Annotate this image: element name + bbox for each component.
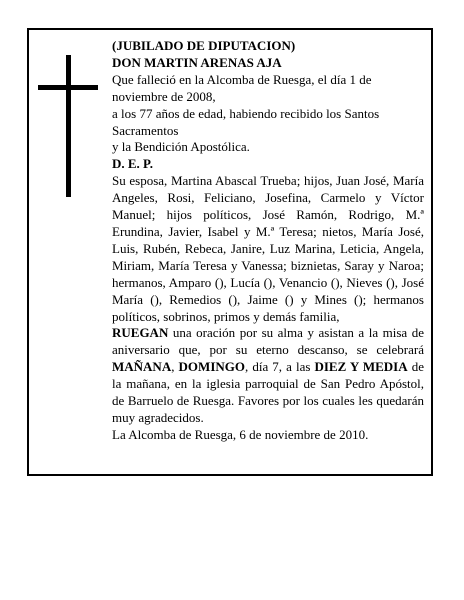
age-line: a los 77 años de edad, habiendo recibido los Santos Sacramentos	[112, 105, 380, 138]
mass-text-3: de la mañana, en la iglesia parroquial de San Pedro Apóstol, de Barruelo de Ruesga. Favores por los cuales les quedarán muy agradecidos.	[112, 359, 424, 425]
death-date-line: Que falleció en la Alcomba de Ruesga, el día 1 de noviembre de 2008,	[112, 71, 372, 104]
comma-sep: ,	[171, 359, 179, 375]
retired-note: (JUBILADO DE DIPUTACION)	[112, 38, 296, 53]
mass-time: DIEZ Y MEDIA	[314, 359, 408, 375]
domingo-word: DOMINGO	[178, 359, 245, 375]
family-paragraph: Su esposa, Martina Abascal Trueba; hijos, Juan José, María Angeles, Rosi, Feliciano, Josefina, Carmelo y Víctor Manuel; hijos políticos, José Ramón, Rodrigo, M.ª Erundina, Javier, Isabel y M.ª Teresa; nietos, María José, Luis, Rubén, Rebeca, Janire, Luz Marina, Leticia, Angela, Miriam, María Teresa y Vanessa; biznietas, Saray y Naroa; hermanos, Amparo (), Lucía (), Venancio (), Nieves (), José María (), Remedios (), Jaime () y Mines (); hermanos políticos, sobrinos, primos y demás familia,	[112, 173, 424, 324]
cross-icon	[66, 55, 71, 197]
mass-paragraph	[112, 325, 424, 426]
manana-word: MAÑANA	[112, 359, 172, 375]
deceased-name: DON MARTIN ARENAS AJA	[112, 54, 282, 70]
cross-icon-bar	[38, 85, 98, 90]
blessing-line: y la Bendición Apostólica.	[112, 139, 250, 155]
footer-line: La Alcomba de Ruesga, 6 de noviembre de 2010.	[112, 426, 369, 442]
obituary-text	[112, 38, 424, 444]
ruegan-word: RUEGAN	[112, 325, 169, 341]
mass-text-1: una oración por su alma y asistan a la misa de aniversario que, por su eterno descanso, se celebrará	[112, 325, 424, 358]
mass-text-2: , día 7, a las	[245, 359, 315, 375]
dep-line: D. E. P.	[112, 156, 154, 172]
